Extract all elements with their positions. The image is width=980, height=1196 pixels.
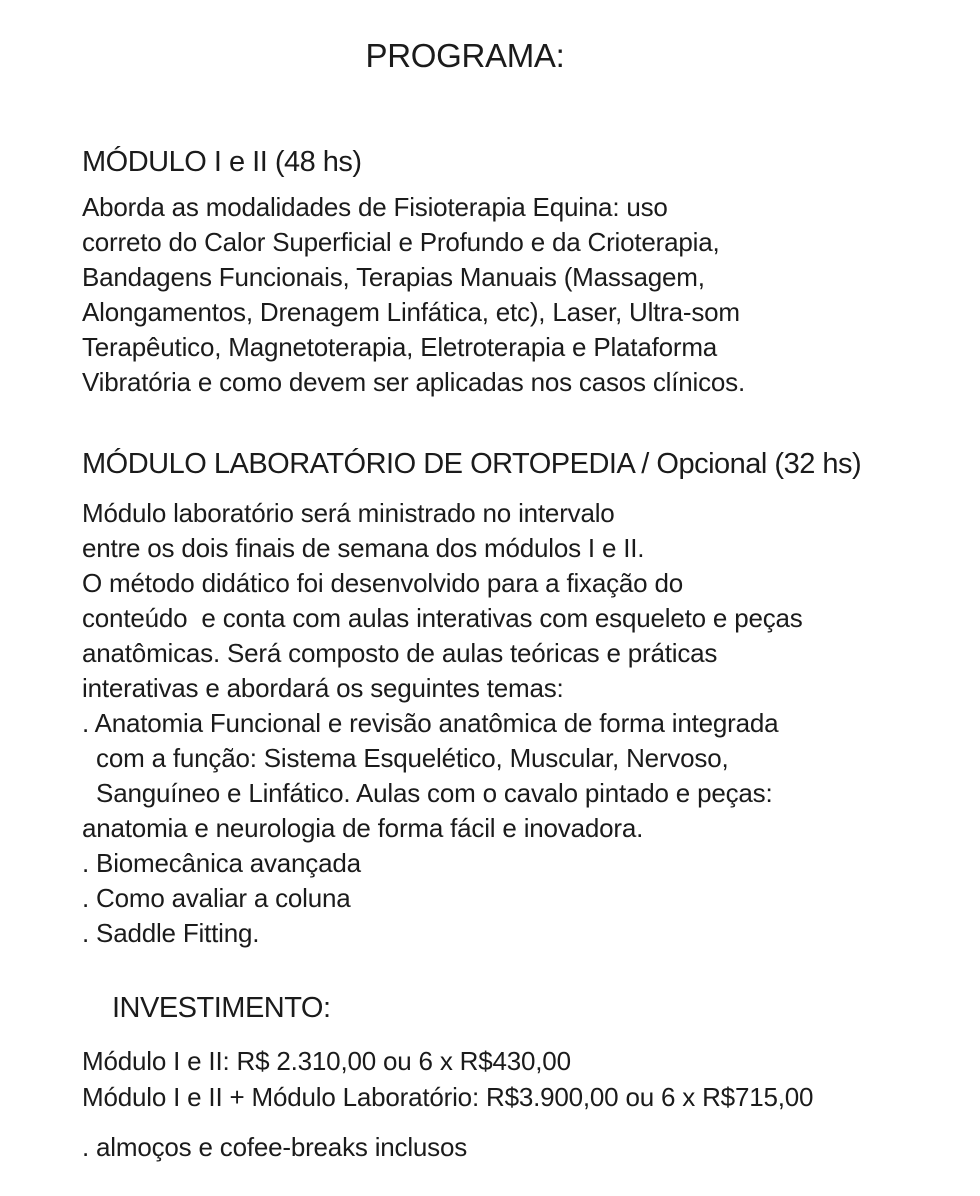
section-body-modulo-laboratorio (82, 496, 803, 951)
text-line: Aborda as modalidades de Fisioterapia Equina: uso (82, 192, 668, 222)
bullet-line-avaliar-coluna: . Como avaliar a coluna (82, 883, 351, 913)
text-line: interativas e abordará os seguintes temas: (82, 673, 564, 703)
text-line: Vibratória e como devem ser aplicadas nos casos clínicos. (82, 367, 746, 397)
text-line: O método didático foi desenvolvido para a fixação do (82, 568, 683, 598)
inclusions-note (82, 1130, 467, 1165)
text-line: entre os dois finais de semana dos módulos I e II. (82, 533, 645, 563)
bullet-line-biomecanica: . Biomecânica avançada (82, 848, 361, 878)
text-line: Bandagens Funcionais, Terapias Manuais (Massagem, (82, 262, 705, 292)
investment-heading: INVESTIMENTO: (112, 992, 331, 1024)
section-body-modulo-1-2 (82, 190, 745, 400)
text-line: Módulo laboratório será ministrado no intervalo (82, 498, 615, 528)
text-line: Alongamentos, Drenagem Linfática, etc), Laser, Ultra-som (82, 297, 740, 327)
note-line: . almoços e cofee-breaks inclusos (82, 1132, 468, 1162)
section-heading-modulo-1-2: MÓDULO I e II (48 hs) (82, 146, 362, 178)
investment-body (82, 1043, 813, 1115)
section-heading-modulo-laboratorio: MÓDULO LABORATÓRIO DE ORTOPEDIA / Opcional (32 hs) (82, 448, 862, 480)
text-line: Terapêutico, Magnetoterapia, Eletroterapia e Plataforma (82, 332, 718, 362)
bullet-line-saddle-fitting: . Saddle Fitting. (82, 918, 260, 948)
text-line: com a função: Sistema Esquelético, Muscular, Nervoso, (82, 743, 729, 773)
text-line: conteúdo e conta com aulas interativas com esqueleto e peças (82, 603, 803, 633)
price-line-modulo-1-2-laboratorio: Módulo I e II + Módulo Laboratório: R$3.900,00 ou 6 x R$715,00 (82, 1082, 814, 1112)
bullet-line-anatomia-funcional: . Anatomia Funcional e revisão anatômica de forma integrada (82, 708, 779, 738)
price-line-modulo-1-2: Módulo I e II: R$ 2.310,00 ou 6 x R$430,00 (82, 1046, 571, 1076)
text-line: Sanguíneo e Linfático. Aulas com o cavalo pintado e peças: (82, 778, 773, 808)
text-line: anatomia e neurologia de forma fácil e inovadora. (82, 813, 644, 843)
page-title: PROGRAMA: (365, 37, 565, 74)
text-line: anatômicas. Será composto de aulas teóricas e práticas (82, 638, 718, 668)
text-line: correto do Calor Superficial e Profundo e da Crioterapia, (82, 227, 720, 257)
